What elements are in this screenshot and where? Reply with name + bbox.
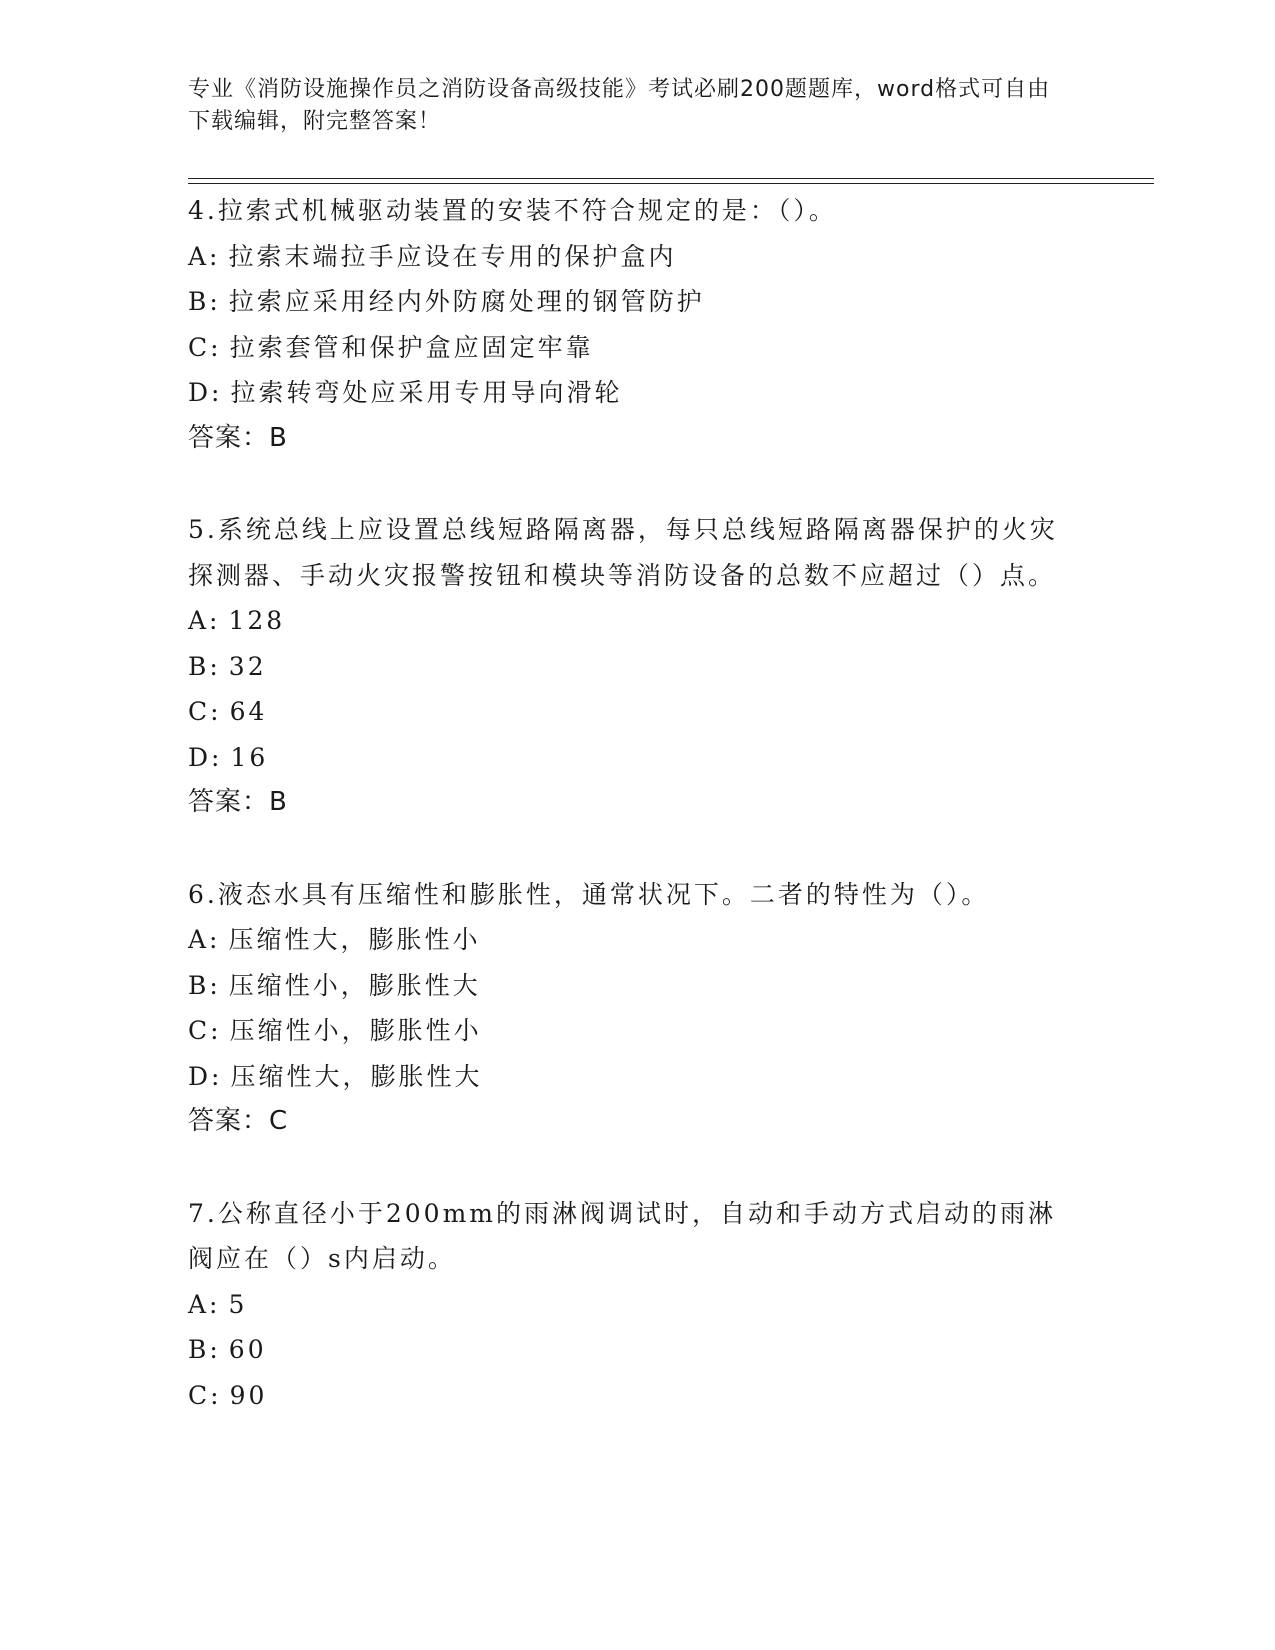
option-c — [188, 1373, 1068, 1419]
option-text: 64 — [229, 697, 268, 726]
option-letter: B: — [188, 970, 221, 1000]
option-a — [188, 234, 1068, 280]
option-c — [188, 689, 1068, 735]
option-c — [188, 1008, 1068, 1054]
option-letter: D: — [188, 378, 223, 407]
option-a — [188, 1282, 1068, 1328]
option-letter: B: — [188, 651, 221, 681]
option-text: 60 — [228, 1335, 267, 1364]
option-d — [188, 735, 1068, 781]
spacer — [188, 461, 1068, 507]
option-text: 128 — [228, 606, 286, 635]
option-b — [188, 279, 1068, 325]
option-text: 拉索套管和保护盒应固定牢靠 — [229, 332, 594, 362]
spacer — [188, 826, 1068, 872]
option-letter: C: — [188, 1380, 222, 1410]
option-d — [188, 370, 1068, 416]
option-text: 压缩性大，膨胀性小 — [228, 925, 481, 954]
header-divider-bottom — [188, 183, 1154, 184]
header-divider-top — [188, 178, 1154, 179]
option-letter: C: — [188, 1016, 222, 1045]
spacer — [188, 1145, 1068, 1191]
option-text: 拉索末端拉手应设在专用的保护盒内 — [228, 241, 677, 271]
question-block — [188, 507, 1068, 826]
option-a — [188, 598, 1068, 644]
option-b — [188, 1327, 1068, 1373]
option-letter: A: — [188, 606, 221, 635]
option-text: 90 — [229, 1380, 268, 1410]
option-text: 5 — [228, 1289, 248, 1319]
option-text: 压缩性小，膨胀性小 — [229, 1016, 482, 1045]
option-letter: A: — [188, 925, 221, 954]
option-letter: C: — [188, 332, 222, 362]
question-block — [188, 1191, 1068, 1419]
option-letter: D: — [188, 1061, 223, 1091]
answer-line: 答案：B — [188, 787, 288, 817]
question-block — [188, 872, 1068, 1145]
option-text: 拉索转弯处应采用专用导向滑轮 — [230, 378, 623, 407]
option-c — [188, 325, 1068, 371]
document-header — [188, 74, 1068, 138]
option-text: 32 — [228, 651, 267, 681]
option-a — [188, 917, 1068, 963]
option-letter: A: — [188, 1289, 221, 1319]
question-text: 5.系统总线上应设置总线短路隔离器，每只总线短路隔离器保护的火灾探测器、手动火灾报警按钮和模块等消防设备的总数不应超过（）点。 — [188, 515, 1058, 590]
option-text: 16 — [230, 742, 269, 772]
question-text: 6.液态水具有压缩性和膨胀性，通常状况下。二者的特性为（）。 — [188, 879, 990, 909]
option-text: 拉索应采用经内外防腐处理的钢管防护 — [228, 287, 705, 316]
header-title: 专业《消防设施操作员之消防设备高级技能》考试必刷200题题库，word格式可自由下载编辑，附完整答案！ — [188, 77, 1051, 134]
option-b — [188, 644, 1068, 690]
question-block — [188, 188, 1068, 461]
option-letter: D: — [188, 742, 223, 772]
option-letter: B: — [188, 1335, 221, 1364]
question-text: 7.公称直径小于200mm的雨淋阀调试时，自动和手动方式启动的雨淋阀应在（）s内启动。 — [188, 1198, 1056, 1273]
option-letter: A: — [188, 241, 221, 271]
answer-line: 答案：C — [188, 1106, 289, 1136]
option-b — [188, 963, 1068, 1009]
option-letter: B: — [188, 287, 221, 316]
question-list — [188, 188, 1068, 1418]
option-letter: C: — [188, 697, 222, 726]
option-text: 压缩性小，膨胀性大 — [228, 970, 481, 1000]
question-text: 4.拉索式机械驱动装置的安装不符合规定的是：（）。 — [188, 196, 837, 225]
answer-line: 答案：B — [188, 422, 288, 453]
option-text: 压缩性大，膨胀性大 — [230, 1061, 483, 1091]
option-d — [188, 1054, 1068, 1100]
